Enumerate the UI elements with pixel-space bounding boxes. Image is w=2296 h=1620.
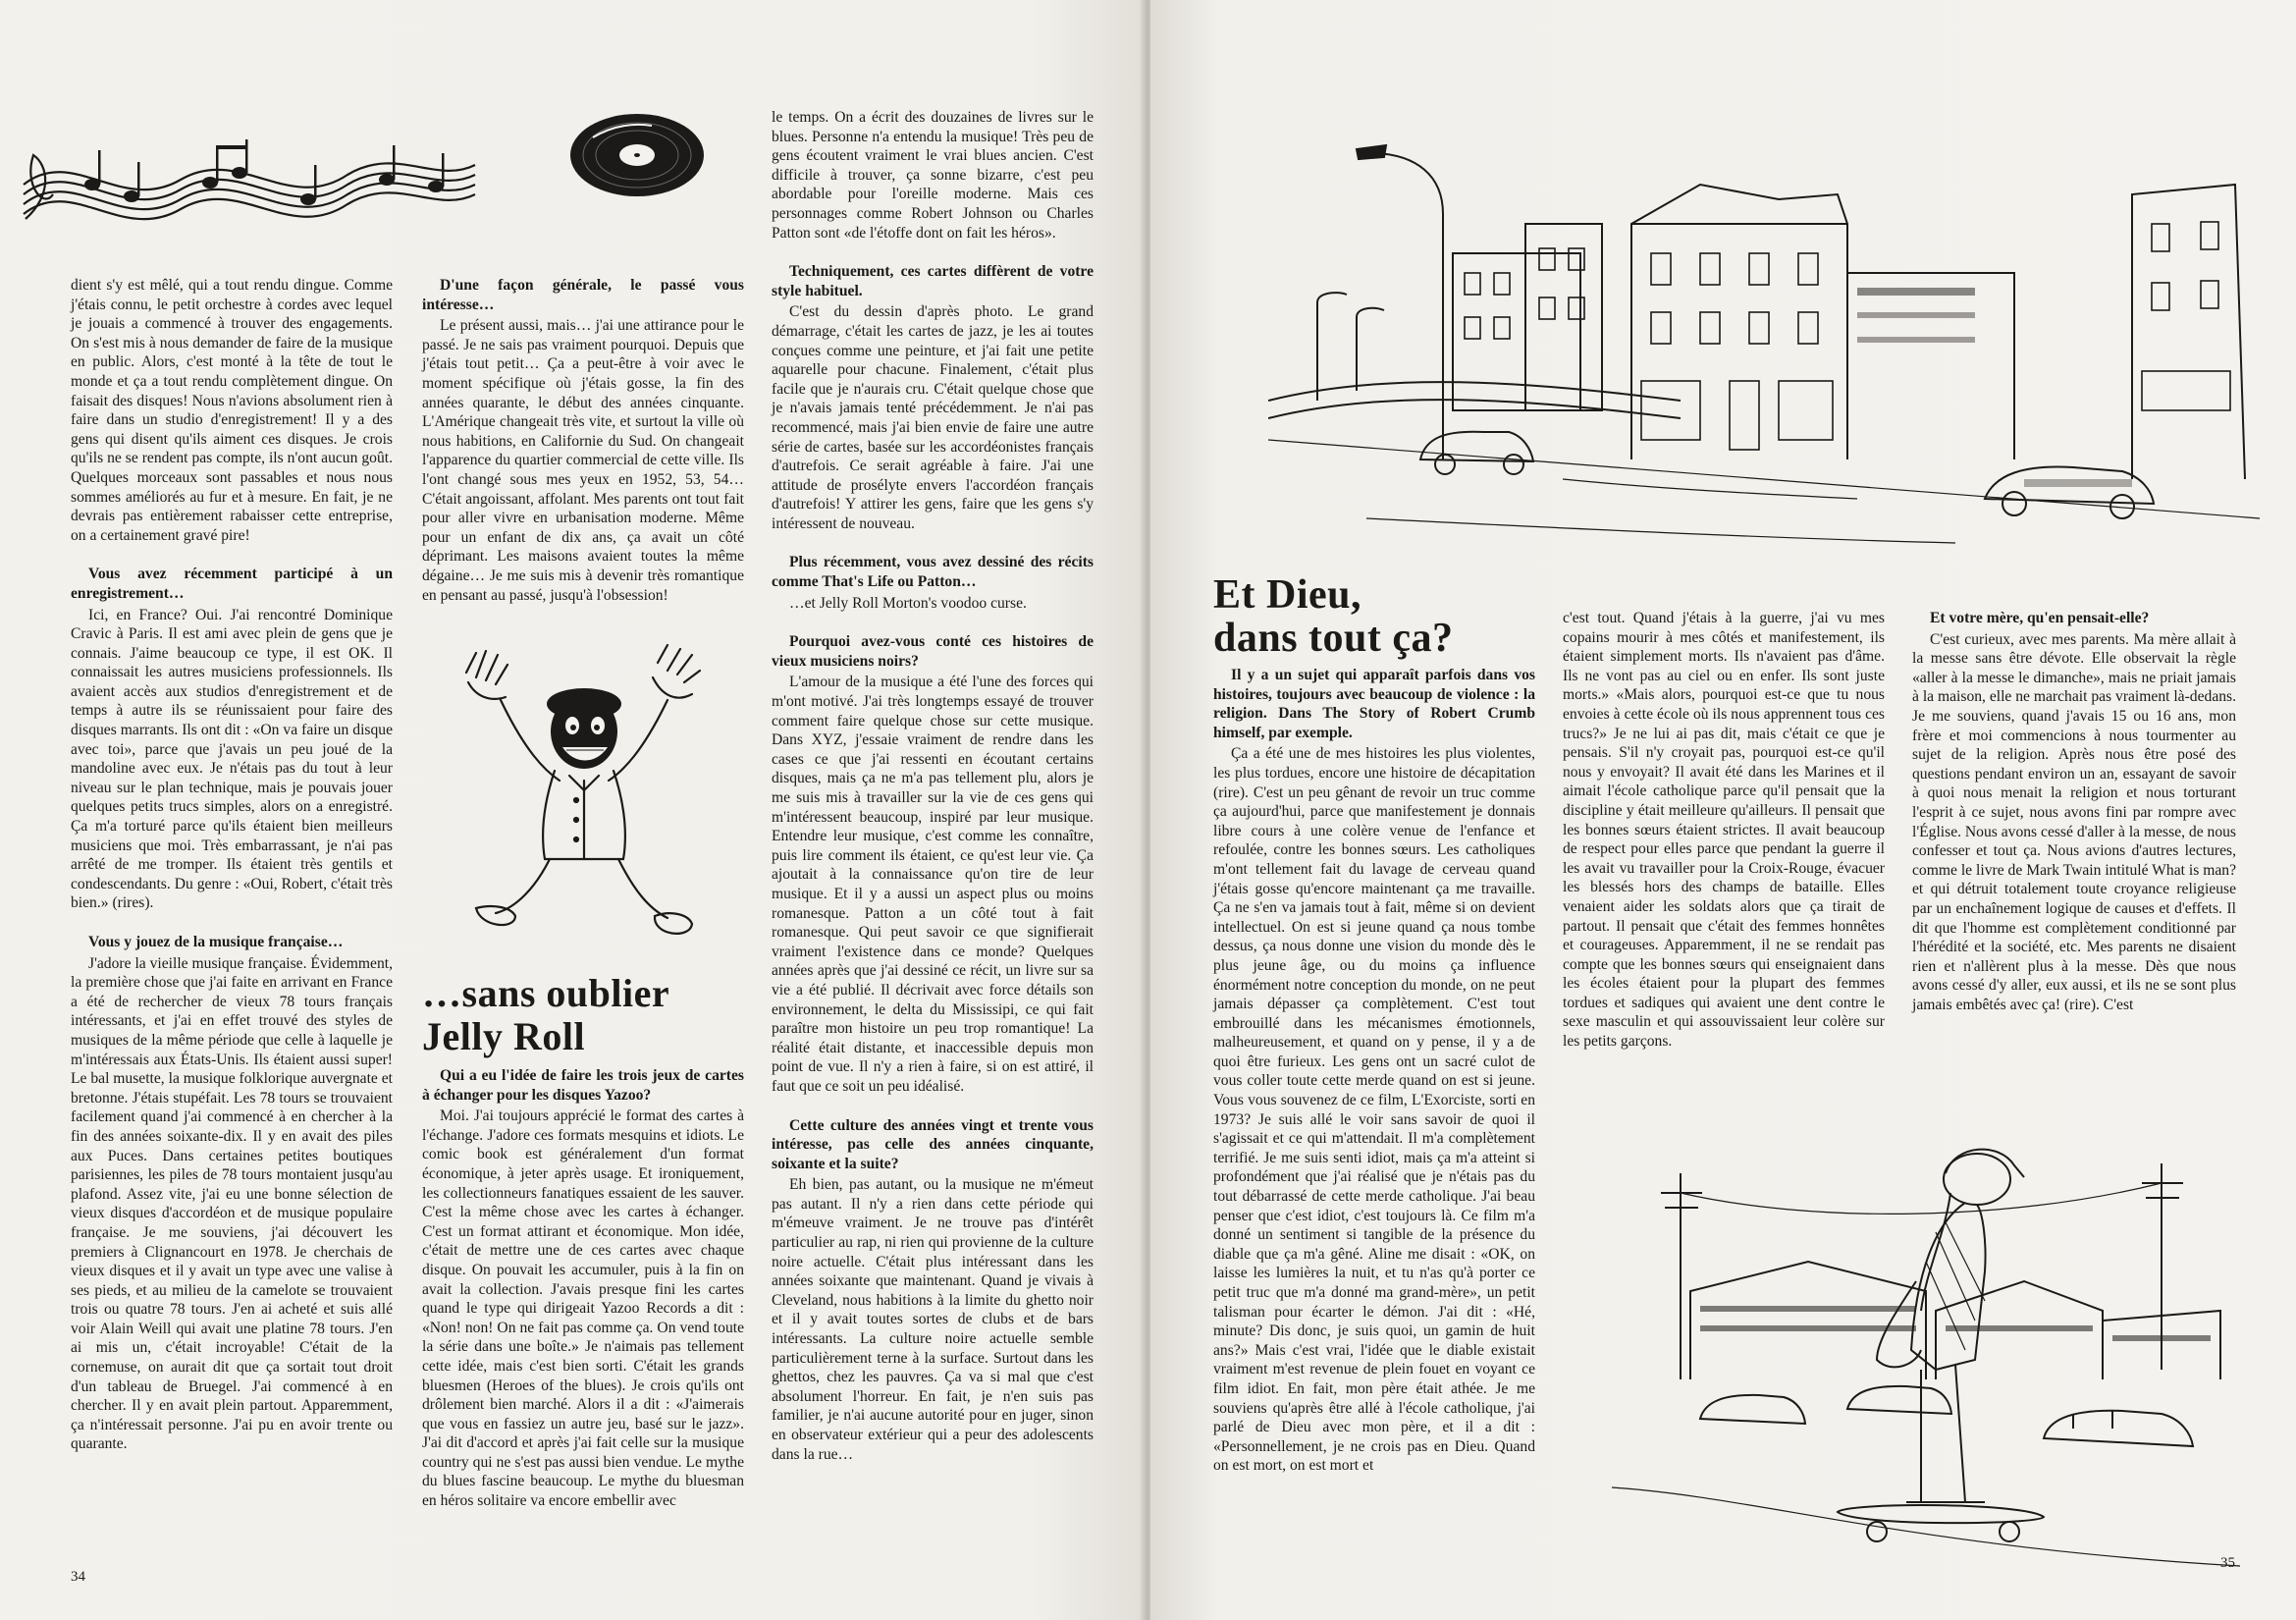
paragraph: Eh bien, pas autant, ou la musique ne m'émeut pas autant. Il n'y a rien dans cette période qui m'émeuve vraiment. Je ne trouve pas d'intérêt particulier au rap, ni rien qui provienne de la culture noire actuelle. C'était plus intéressant dans les années soixante que maintenant. Quand je vivais à Cleveland, nous habitions à la limite du ghetto noir et il y avait toutes sortes de clubs et de bars intéressants. La culture noire actuelle semble particulièrement terne à la surface. Surtout dans les ghettos, chez les pauvres. Ça va si mal que c'est absolument l'horreur. En fait, je n'en suis pas familier, je n'ai aucune autorité pour en juger, sinon en observateur extérieur qui a peur des adolescents dans la rue… — [772, 1176, 1094, 1463]
right-column-1 — [1213, 666, 1535, 1476]
interview-question: Plus récemment, vous avez dessiné des récits comme That's Life ou Patton… — [772, 554, 1094, 591]
interview-question: Il y a un sujet qui apparaît parfois dans vos histoires, toujours avec beaucoup de violence : la religion. Dans The Story of Robert Crumb himself, par exemple. — [1213, 667, 1535, 741]
left-page — [0, 0, 1145, 1620]
page-number: 34 — [71, 1569, 85, 1585]
interview-question: Pourquoi avez-vous conté ces histoires de vieux musiciens noirs? — [772, 633, 1094, 670]
paragraph: C'est curieux, avec mes parents. Ma mère allait à la messe sans être dévote. Elle observait la règle «aller à la messe le dimanche», mais ne priait jamais à la maison, elle ne marchait pas vraiment là-dedans. Je me souviens, quand j'avais 15 ou 16 ans, mon frère et moi commencions à nous tourmenter au sujet de la religion. Après nous être posé des questions pendant environ un an, essayant de savoir à quoi nous menait la religion et nous torturant l'esprit à ce sujet, nous avons fini par rompre avec l'Église. Nous avons cessé d'aller à la messe, de nous confesser et tout ça. Nous avions d'autres lectures, comme le livre de Mark Twain intitulé What is man? et qui détruit totalement toute croyance religieuse par un enchaînement logique de causes et d'effets. Il dit que l'homme est complètement conditionné par l'hérédité et la société, etc. Mes parents ne disaient rien et n'allèrent plus à la messe. Dès que nous avons cessé d'y aller, eux aussi, et ils ne se sont plus jamais embêtés avec ça! (rire). C'est — [1912, 630, 2236, 1013]
paragraph: Le présent aussi, mais… j'ai une attirance pour le passé. Je ne sais pas vraiment pourquoi. Depuis que j'étais tout petit… Ça a peut-être à voir avec le moment spécifique où j'étais gosse, la fin des années quarante, le début des années cinquante. L'Amérique changeait très vite, et surtout la ville où nous habitions, en Californie du Sud. On changeait l'apparence du quartier commercial de cette ville. Ils l'ont changé sous mes yeux en 1952, 53, 54… C'était angoissant, affolant. Mes parents ont tout fait pour aller vivre en urbanisation moderne. Même pour un enfant de dix ans, ça avait un côté déprimant. Les maisons avaient toutes la même dégaine… Je me suis mis à devenir très romantique en pensant au passé, jusqu'à l'obsession! — [422, 317, 744, 604]
paragraph: dient s'y est mêlé, qui a tout rendu dingue. Comme j'étais connu, le petit orchestre à cordes avec lequel je jouais a commencé à trouver des engagements. On s'est mis à nous demander de faire de la musique en public. Alors, c'est monté à la tête de tout le monde et ça a tout rendu complètement dingue. On faisait des disques! Nous n'avions absolument rien à faire dans un studio d'enregistrement! Il y a des gens qui disent qu'ils aiment ces disques. Je crois qu'ils ne se rendent pas compte, ils n'ont aucun goût. Quelques morceaux sont passables et nous nous sommes améliorés au fur et à mesure. En fait, je ne devrais pas entièrement rabaisser cette entreprise, on a certainement gravé pire! — [71, 277, 393, 544]
section-title — [422, 972, 756, 1058]
interview-question: D'une façon générale, le passé vous intéresse… — [422, 277, 744, 313]
interview-question: Cette culture des années vingt et trente vous intéresse, pas celle des années cinquante, soixante et la suite? — [772, 1116, 1094, 1172]
music-staff-icon — [14, 126, 485, 243]
paragraph: le temps. On a écrit des douzaines de livres sur le blues. Personne n'a entendu la musique! Très peu de gens écoutent vraiment le vrai blues ancien. C'est difficile à trouver, ça sonne bizarre, c'est peu abordable pour l'oreille moderne. Mais ces personnages comme Robert Johnson ou Charles Patton sont «de l'étoffe dont on fait les héros». — [772, 109, 1094, 242]
jelly-roll-cartoon — [447, 643, 712, 957]
paragraph: Moi. J'ai toujours apprécié le format des cartes à l'échange. J'adore ces formats mesquins et idiots. Le comic book est généralement d'un format économique, à jeter après usage. Et ironiquement, les collectionneurs fanatiques essaient de les sauver. C'est la même chose avec les cartes à échanger. C'est un format attirant et économique. Mon idée, c'était de mettre une de ces cartes avec chaque disque. On pouvait les accumuler, puis à la fin on avait la collection. J'avais presque fini les cartes quand le type qui dirigeait Yazoo Records a dit : «Non! non! On ne fait pas comme ça. On vend toute la série dans une boîte.» Je n'aimais pas tellement cette idée, mais c'est bien sorti. C'était les grands bluesmen (Heroes of the blues). Je crois qu'ils ont drôlement bien marché. Alors il a dit : «J'aimerais que vous en fassiez un autre jeu, basé sur le jazz». J'ai dit d'accord et après j'ai fait celle sur la musique country qui ne s'est pas aussi bien vendue. Le mythe du blues fascine beaucoup. Le mythe du bluesman en héros solitaire va encore embellir avec — [422, 1107, 744, 1510]
interview-question: Qui a eu l'idée de faire les trois jeux de cartes à échanger pour les disques Yazoo? — [422, 1067, 744, 1104]
paragraph: …et Jelly Roll Morton's voodoo curse. — [789, 594, 1027, 612]
page-number: 35 — [2220, 1555, 2235, 1571]
skateboarder-drawing — [1612, 1114, 2240, 1576]
interview-question: Techniquement, ces cartes diffèrent de votre style habituel. — [772, 263, 1094, 299]
title-line-2: dans tout ça? — [1213, 616, 1454, 661]
section-title-line-1: …sans oublier — [422, 971, 670, 1015]
right-column-3 — [1912, 609, 2236, 1014]
left-column-3 — [772, 108, 1094, 1464]
paragraph: c'est tout. Quand j'étais à la guerre, j'ai vu mes copains mourir à mes côtés et manifestement, ils étaient simplement morts. Ils n'avaient pas d'âme. Ils ne vont pas au ciel ou en enfer. Ils sont juste morts.» «Mais alors, pourquoi est-ce que tu nous envoies à cette école où ils nous apprennent tous ces trucs?» Je ne lui ai pas dit, mais c'était ce que je pensais. S'il n'y croyait pas, pourquoi est-ce qu'il nous y envoyait? Il avait été dans les Marines et il aimait l'école catholique parce qu'il pensait que la discipline y était meilleure qu'ailleurs. Il pensait que les bonnes sœurs étaient strictes. Il avait beaucoup de respect pour elles parce que pendant la guerre il les avait vu travailler pour la Croix-Rouge, évacuer les blessés hors des champs de bataille. Elles venaient aider les soldats alors que ça tirait de partout. Il pensait que c'était des femmes honnêtes et courageuses. Apparemment, il ne se rendait pas compte que les bonnes sœurs qui enseignaient dans les écoles étaient pour la plupart des femmes tordues et sadiques qui avaient une dent contre le sexe masculin et qui assouvissaient leur colère sur les petits garçons. — [1563, 610, 1885, 1051]
paragraph: J'adore la vieille musique française. Évidemment, la première chose que j'ai faite en arrivant en France a été de rechercher de vieux 78 tours français intéressants, et j'ai en effet trouvé des styles de musiques de la même période que celle à laquelle je m'intéressais aux États-Unis. Ils étaient aussi super! Le bal musette, la musique folklorique auvergnate et bretonne. J'étais stupéfait. Les 78 tours se trouvaient facilement quand j'ai commencé à en chercher à la fin des années soixante-dix. Il y en avait des piles aux Puces. Dans certaines petites boutiques parisiennes, les piles de 78 tours montaient jusqu'au plafond. Assez vite, j'ai eu une bonne sélection de vieux disques d'accordéon et de musique populaire française. Je me souviens, j'ai découvert les premiers à Clignancourt en 1978. Je cherchais de vieux disques et il y avait un type avec une valise à ses pieds, et au milieu de la camelote se trouvaient trois ou quatre 78 tours. J'en ai acheté et suis allé voir Alain Weill qui avait une platine 78 tours. J'en ai mis un, c'était incroyable! C'était de la cornemuse, on aurait dit que ça sortait tout droit d'un tableau de Bruegel. J'ai commencé à en chercher. Il y en avait plein partout. Apparemment, ça n'intéressait personne. J'ai pu en avoir trente ou quarante. — [71, 954, 393, 1453]
interview-question: Et votre mère, qu'en pensait-elle? — [1930, 610, 2150, 626]
paragraph: C'est du dessin d'après photo. Le grand démarrage, c'était les cartes de jazz, je les ai toutes conçues comme une peinture, et j'ai fait une petite aquarelle pour chacune. Finalement, c'était plus facile que je n'aurais cru. C'était quelque chose que je n'avais jamais tenté précédemment. Je n'ai pas recommencé, mais j'ai bien envie de faire une autre série de cartes, basée sur les accordéonistes français d'autrefois. Ce serait agréable à faire. J'ai une attitude de prosélyte envers l'accordéon français d'autrefois! Y attirer les gens, faire que les gens s'y intéressent de nouveau. — [772, 303, 1094, 532]
street-scene-drawing — [1268, 106, 2260, 575]
right-column-2 — [1563, 609, 1885, 1052]
vinyl-record-icon — [563, 108, 711, 201]
paragraph: L'amour de la musique a été l'une des forces qui m'ont motivé. J'ai très longtemps essayé de trouver comment faire quelque chose sur cette musique. Dans XYZ, j'essaie vraiment de rendre dans les cases ce que j'ai ressenti en écoutant certains disques, mais ça ne m'a pas tellement plu, alors je me suis mis à travailler sur la vie de ces gens qui m'intéressent beaucoup, inspiré par leur musique. Entendre leur musique, c'est comme les connaître, puis lire comment ils étaient, ce qu'est leur vie. Ça ajoutait à la connaissance qu'on tire de leur musique. Et il y a aussi un aspect plus ou moins romanesque. Patton a un côté tout à fait romanesque. Qui peut savoir ce que signifierait vraiment l'existence dans ce monde? Quelques années après que j'ai dessiné ce récit, un livre sur sa vie a été publié. Il décrivait avec force détails son environnement, le delta du Mississipi, ce qui fait paraître mon histoire un peu trop romantique! La réalité était distante, et inaccessible depuis mon point de vue. Il n'y a rien à faire, si on est attiré, il faut que ce soit un peu idéalisé. — [772, 674, 1094, 1095]
paragraph: Ça a été une de mes histoires les plus violentes, les plus tordues, encore une histoire de décapitation (rire). C'est un peu gênant de revoir un truc comme ça aujourd'hui, parce que manifestement je donnais libre cours à une colère venue de l'enfance et refoulée, contre les bonnes sœurs. Les catholiques m'ont tellement fait du lavage de cerveau quand j'étais gosse qu'encore maintenant ça me travaille. Ça ne s'en va jamais tout à fait, même si on devient intellectuel. On est si jeune quand ça nous tombe dessus, ça nous donne une vision du monde dès le plus jeune âge, ou du moins ça influence énormément notre conception du monde, on ne peut jamais dépasser ça complètement. C'est tout embrouillé dans les mécanismes émotionnels, malheureusement, et quand on y pense, il y a de quoi être furieux. Les gens ont un sacré culot de vous coller toute cette merde quand on est si jeune. Vous vous souvenez de ce film, L'Exorciste, sorti en 1973? Je suis allé le voir sans savoir de quoi il s'agissait et ce qui m'attendait. Il m'a complètement terrifié. Je me suis senti idiot, mais ça m'a atteint si profondément que j'ai réalisé que je n'étais pas du tout débarrassé de cette merde catholique. J'ai beau penser que c'est idiot, c'est toujours là. Ce film m'a donné un sentiment si tangible de la présence du diable que ça m'a gêné. Aline me disait : «OK, on laisse les lumières la nuit, et tu n'as qu'à porter ce petit truc que m'a donné ma grand-mère», un petit talisman pour écarter le démon. J'ai dit : «Hé, minute? Dis donc, je suis quoi, un gamin de huit ans?» Mais c'est vrai, l'idée que le diable existait vraiment m'est revenue de plein fouet en voyant ce film idiot. En fait, mon père était athée. Je me souviens qu'après être allé à l'école catholique, j'ai parlé de Dieu avec mon père, et il a dit : «Personnellement, je ne crois pas en Dieu. Quand on est mort, on est mort et — [1213, 745, 1535, 1475]
interview-question: Vous avez récemment participé à un enregistrement… — [71, 566, 393, 602]
section-title-line-2: Jelly Roll — [422, 1014, 586, 1058]
title-line-1: Et Dieu, — [1213, 572, 1362, 618]
right-page — [1150, 0, 2296, 1620]
left-column-1 — [71, 276, 393, 1454]
left-column-2 — [422, 276, 744, 605]
left-column-2-lower — [422, 1066, 744, 1511]
paragraph: Ici, en France? Oui. J'ai rencontré Dominique Cravic à Paris. Il est ami avec plein de gens que je connais. J'aime beaucoup ce type, il est OK. Il connaissait les autres musiciens professionnels. Ils avaient accès aux studios d'enregistrement et de temps à autre ils se réunissaient pour faire des disques marrants. Ils ont dit : «On va faire un disque avec toi», parce que j'avais un peu joué de la mandoline avec eux. Je n'étais pas du tout à leur niveau sur le plan technique, mais je pouvais jouer quelques petits trucs simples, alors on a enregistré. Ça m'a torturé parce qu'ils étaient bien meilleurs musiciens que moi. Très embarrassant, je n'ai pas arrêté de me tromper. Ils étaient très gentils et condescendants. Du genre : «Oui, Robert, c'était très bien.» (rires). — [71, 606, 393, 912]
interview-question: Vous y jouez de la musique française… — [88, 934, 344, 950]
article-title — [1213, 573, 1527, 660]
